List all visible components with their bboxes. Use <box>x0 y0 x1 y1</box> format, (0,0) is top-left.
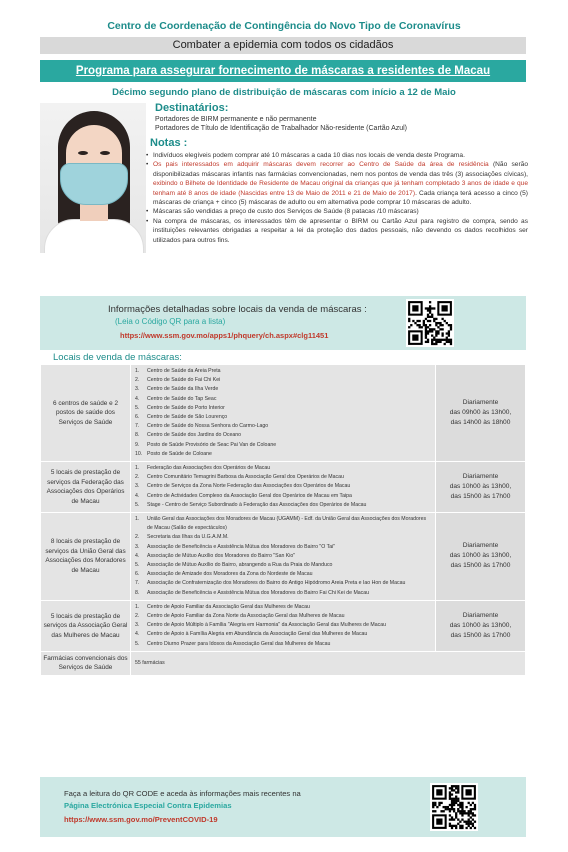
location-item: 4. Centro de Apoio à Família Alegria em Abundância da Associação Geral das Mulheres de Macau <box>135 631 368 638</box>
location-item: 1. Federação das Associações dos Operários de Macau <box>135 465 271 472</box>
location-group-row <box>41 513 526 601</box>
location-group-row <box>41 462 526 513</box>
location-item: 4. Centro de Actividades Complexo da Associação Geral dos Operários de Macau em Taipa <box>135 492 352 499</box>
location-item: 8. Centro de Saúde dos Jardins do Oceano <box>135 432 242 439</box>
location-list <box>131 513 436 601</box>
location-item: 8. Associação de Beneficência e Assistência Mútua dos Moradores do Bairro Fai Chi Kei de Macau <box>135 589 370 596</box>
location-item: 5. Centro de Saúde do Porto Interior <box>135 404 225 411</box>
qr-code-icon[interactable] <box>430 783 478 831</box>
note-item: • Máscaras são vendidas a preço de custo dos Serviços de Saúde (8 patacas /10 máscaras) <box>146 207 528 216</box>
woman-with-mask-photo <box>40 103 146 253</box>
pharmacy-row <box>41 651 526 675</box>
location-category: 6 centros de saúde e 2 postos de saúde dos Serviços de Saúde <box>41 365 131 462</box>
info-box <box>40 296 526 350</box>
note-item: • Os pais interessados em adquirir máscaras devem recorrer ao Centro de Saúde da área de residência (Não serão disponibilizadas máscaras infantis nas farmácias convencionadas, nem nos pontos de venda das três (3) associações cívicas), exibindo o Bilhete de Identidade de Residente de Macau original da crianças que já tenham completado 3 anos de idade e que tenham até 8 anos de idade (Nascidas entre 13 de Maio de 2011 e 21 de Maio de 2017). Cada criança terá acesso a cinco (5) máscaras de criança + cinco (5) máscaras de adulto ou em alternativa pode comprar 10 máscaras de adulto. <box>146 160 528 207</box>
info-link[interactable]: https://www.ssm.gov.mo/apps1/phquery/ch.aspx#clg11451 <box>120 331 329 340</box>
footer-link[interactable]: https://www.ssm.gov.mo/PreventCOVID-19 <box>64 815 218 824</box>
footer-box <box>40 777 526 837</box>
notes-title: Notas : <box>150 137 188 149</box>
location-item: 1. União Geral das Associações dos Moradores de Macau (UGAMM) - Edf. da União Geral das Associações dos Moradores de Macau (Salão de espectáculos) <box>135 516 427 532</box>
header-title: Centro de Coordenação de Contingência do Novo Tipo de Coronavírus <box>107 20 461 32</box>
location-item: 7. Associação de Confraternização dos Moradores do Bairro do Antigo Hipódromo Areia Preta e Iao Hon de Macau <box>135 580 406 587</box>
location-group-row <box>41 365 526 462</box>
sale-locations-title: Locais de venda de máscaras: <box>53 352 182 363</box>
footer-text: Faça a leitura do QR CODE e aceda às informações mais recentes na <box>64 789 301 798</box>
location-item: 4. Centro de Saúde do Tap Seac <box>135 395 217 402</box>
location-item: 2. Centro de Saúde do Fai Chi Kei <box>135 377 221 384</box>
recipients-line: Portadores de BIRM permanente e não permanente <box>155 116 317 123</box>
pharmacy-category: Farmácias convencionais dos Serviços de Saúde <box>41 651 131 675</box>
location-list <box>131 365 436 462</box>
program-title: Programa para assegurar fornecimento de máscaras a residentes de Macau <box>40 60 526 82</box>
location-item: 3. Centro de Apoio Múltiplo à Família "Alegria em Harmonia" da Associação Geral das Mulheres de Macau <box>135 622 386 629</box>
sale-locations-table <box>40 364 526 676</box>
location-group-row <box>41 600 526 651</box>
location-category: 5 locais de prestação de serviços da Federação das Associações dos Operários de Macau <box>41 462 131 513</box>
location-category: 8 locais de prestação de serviços da União Geral das Associações dos Moradores de Macau <box>41 513 131 601</box>
location-item: 6. Centro de Saúde de São Lourenço <box>135 414 228 421</box>
location-item: 3. Centro de Saúde da Ilha Verde <box>135 386 219 393</box>
recipients-title: Destinatários: <box>155 102 229 114</box>
location-item: 9. Posto de Saúde Provisório de Seac Pai Van de Coloane <box>135 441 277 448</box>
location-item: 2. Centro de Apoio Familiar da Zona Norte da Associação Geral das Mulheres de Macau <box>135 613 345 620</box>
footer-page-name: Página Electrónica Especial Contra Epidemias <box>64 801 232 810</box>
location-item: 4. Associação de Mútuo Auxílio dos Moradores do Bairro "San Kio" <box>135 552 296 559</box>
location-item: 2. Secretaria das Ilhas da U.G.A.M.M. <box>135 534 229 541</box>
location-item: 7. Centro de Saúde do Nossa Senhora do Carmo-Lago <box>135 423 269 430</box>
location-item: 3. Associação de Beneficência e Assistência Mútua dos Moradores do Bairro "O Tai" <box>135 543 336 550</box>
info-title: Informações detalhadas sobre locais da venda de máscaras : <box>108 304 367 315</box>
header-slogan: Combater a epidemia com todos os cidadãos <box>40 37 526 54</box>
location-item: 3. Centro de Serviços da Zona Norte Federação das Associações dos Operários de Macau <box>135 483 351 490</box>
location-list <box>131 462 436 513</box>
opening-hours: Diariamente das 10h00 às 13h00, das 15h00 às 17h00 <box>436 600 526 651</box>
location-item: 10. Posto de Saúde de Coloane <box>135 450 212 457</box>
location-item: 6. Associação de Amizade dos Moradores da Zona do Nordeste de Macau <box>135 571 313 578</box>
info-subtitle: (Leia o Código QR para a lista) <box>115 317 226 326</box>
opening-hours: Diariamente das 10h00 às 13h00, das 15h00 às 17h00 <box>436 513 526 601</box>
qr-code-icon[interactable] <box>406 299 454 347</box>
note-item: • Na compra de máscaras, os interessados têm de apresentar o BIRM ou Cartão Azul para registro de compra, sendo as instituições relevantes obrigadas a respeitar a lei da proteção dos dados pessoais, não devendo os dados recolhidos ser utilizados para outros fins. <box>146 217 528 245</box>
location-item: 1. Centro de Saúde da Areia Preta <box>135 368 221 374</box>
opening-hours: Diariamente das 10h00 às 13h00, das 15h00 às 17h00 <box>436 462 526 513</box>
opening-hours: Diariamente das 09h00 às 13h00, das 14h00 às 18h00 <box>436 365 526 462</box>
location-list <box>131 600 436 651</box>
plan-subtitle: Décimo segundo plano de distribuição de máscaras com início a 12 de Maio <box>112 87 456 98</box>
location-category: 5 locais de prestação de serviços da Associação Geral das Mulheres de Macau <box>41 600 131 651</box>
recipients-line: Portadores de Título de Identificação de Trabalhador Não-residente (Cartão Azul) <box>155 125 408 132</box>
note-item: • Indivíduos elegíveis podem comprar até 10 máscaras a cada 10 dias nos locais de venda deste Programa. <box>146 151 528 160</box>
location-item: 5. Centro Diurno Prazer para Idosos da Associação Geral das Mulheres de Macau <box>135 640 331 647</box>
location-item: 2. Centro Comunitário Temagrini Barbosa da Associação Geral dos Operários de Macau <box>135 474 344 481</box>
pharmacy-count: 55 farmácias <box>131 651 526 675</box>
location-item: 5. Stage - Centro de Serviço Subordinado à Federação das Associações dos Operários de Macau <box>135 501 367 508</box>
notes-list <box>146 151 528 245</box>
location-item: 1. Centro de Apoio Familiar da Associação Geral das Mulheres de Macau <box>135 603 310 610</box>
location-item: 5. Associação de Mútuo Auxílio do Bairro, abrangendo a Rua da Praia do Manduco <box>135 562 333 569</box>
